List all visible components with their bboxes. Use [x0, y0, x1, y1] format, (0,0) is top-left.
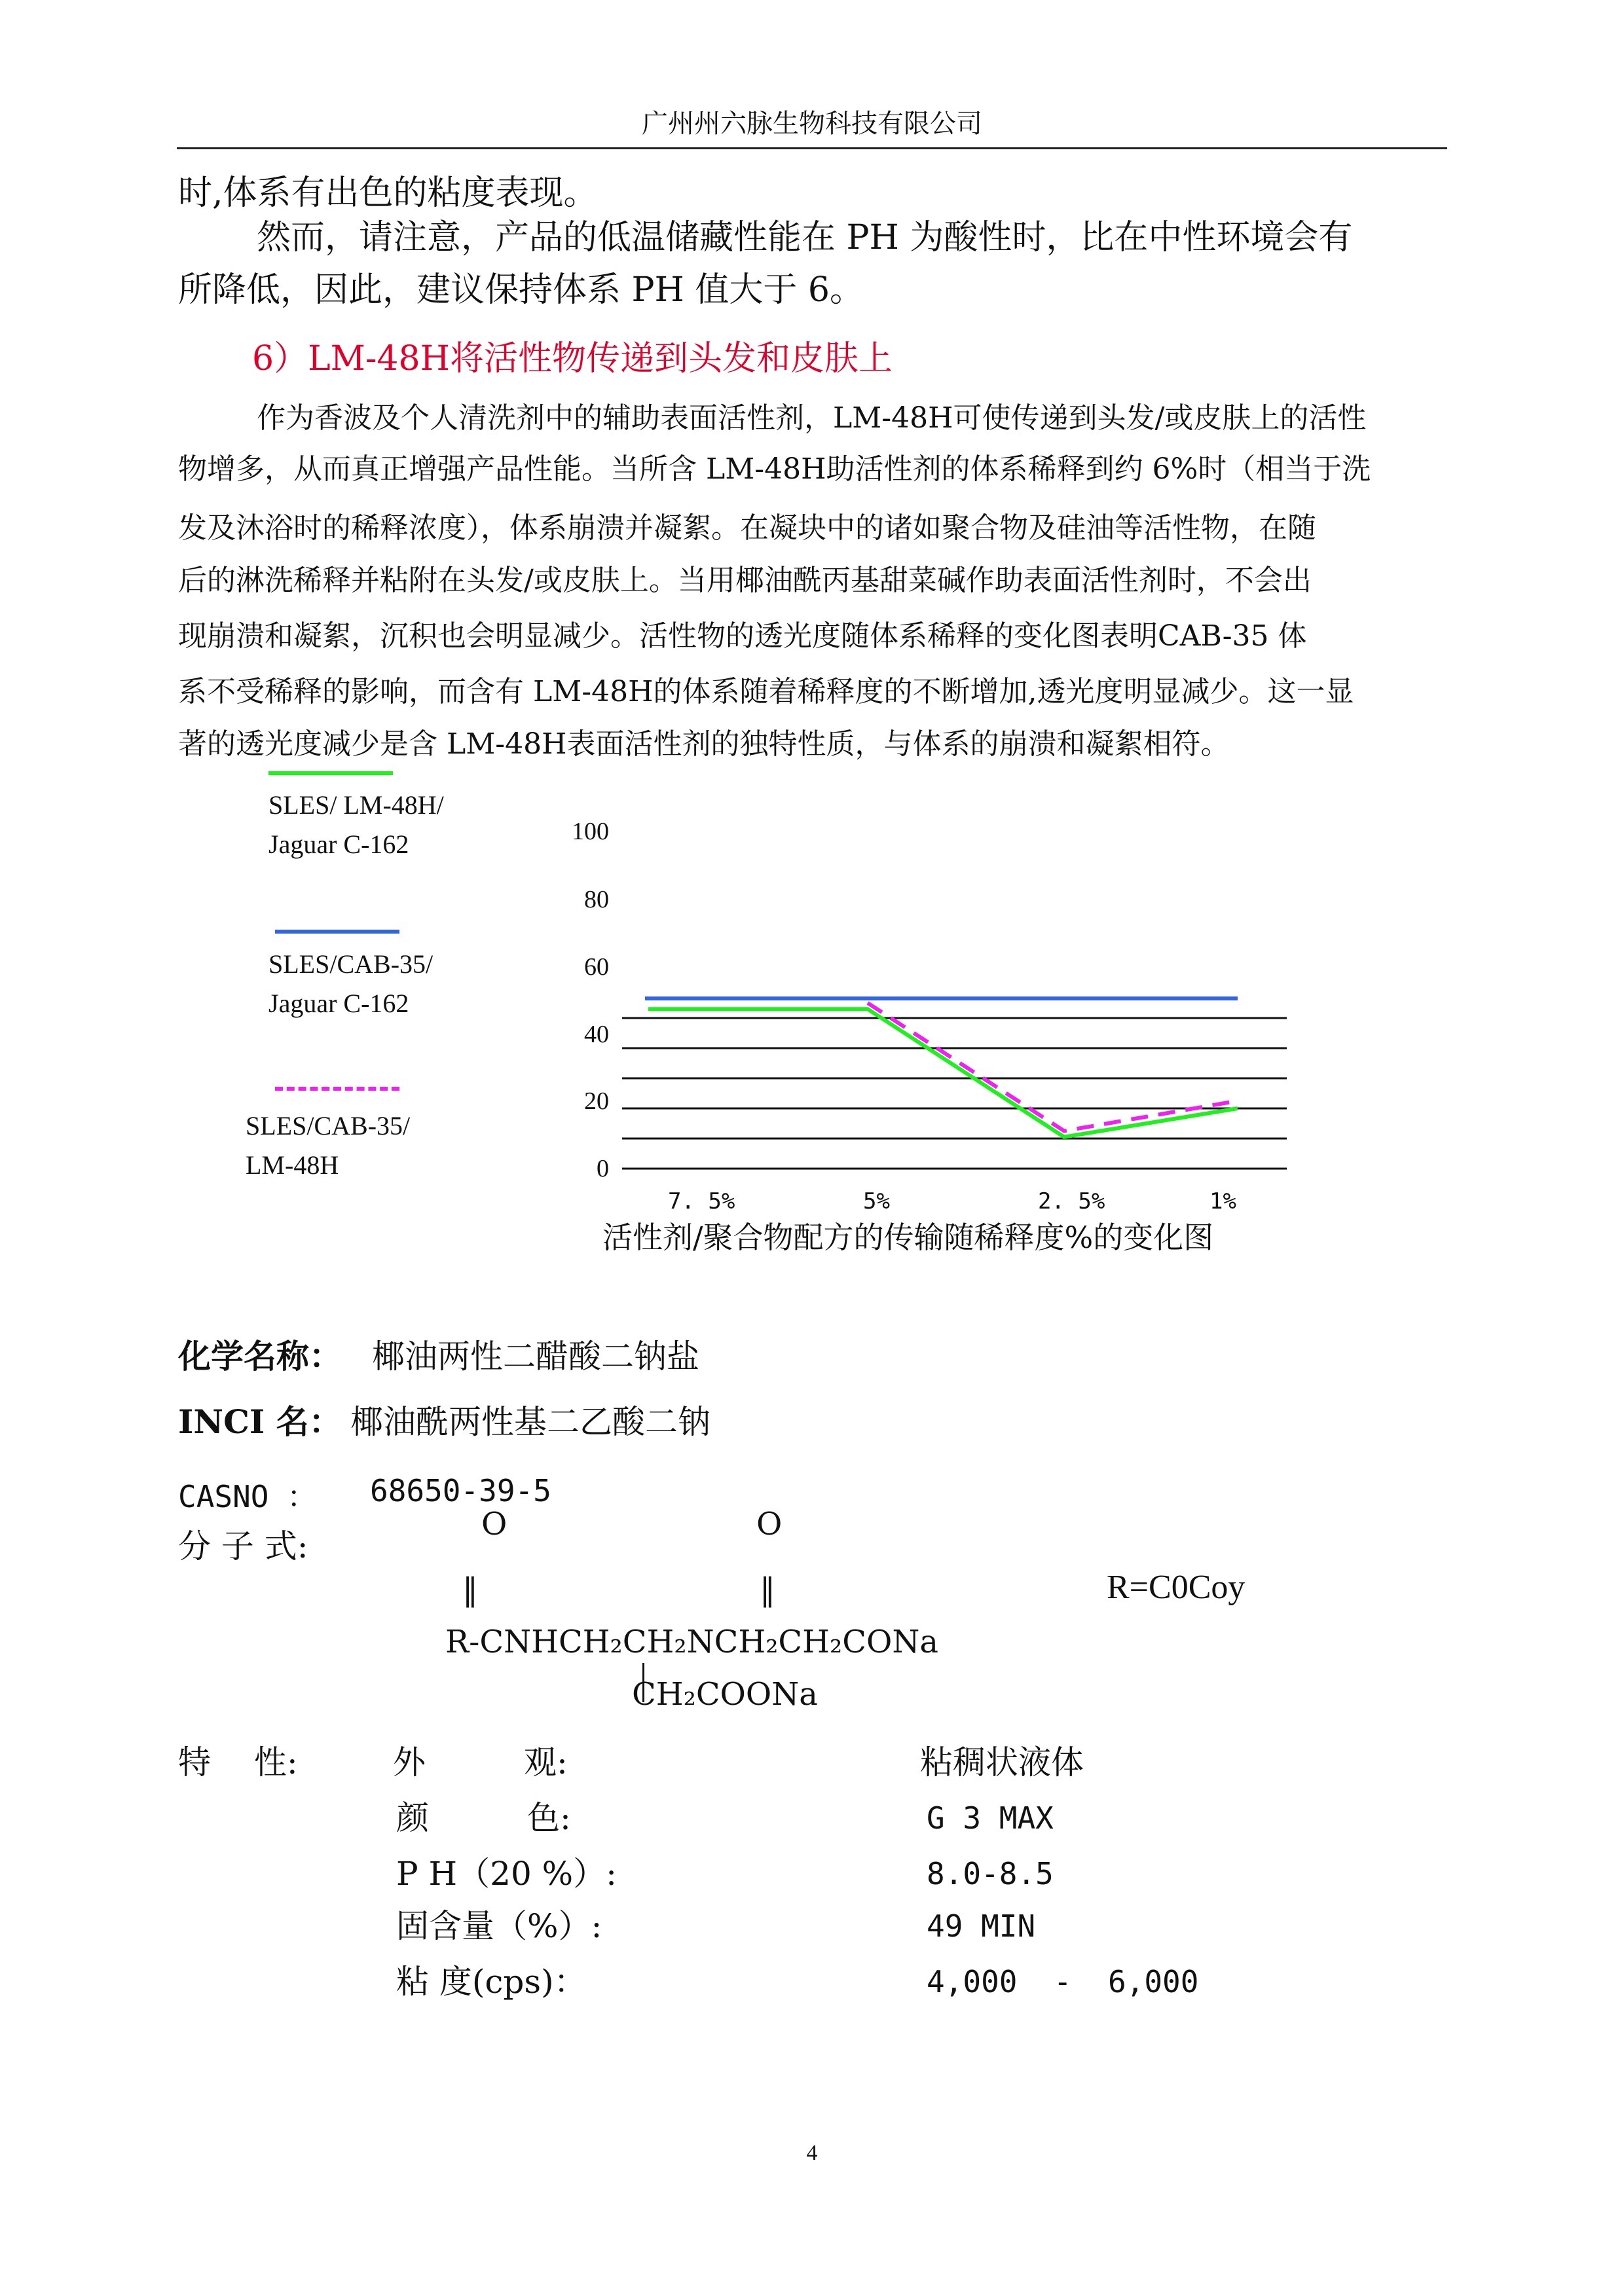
- formula-oxygen-1: O: [481, 1506, 507, 1542]
- formula-main-chain: R-CNHCH₂CH₂NCH₂CH₂CONa: [445, 1624, 938, 1660]
- legend-label-1b: Jaguar C-162: [268, 829, 409, 859]
- chem-name-value: 椰油两性二醋酸二钠盐: [372, 1338, 699, 1376]
- legend-label-2b: Jaguar C-162: [268, 989, 409, 1018]
- formula-label: 分 子 式:: [178, 1527, 308, 1565]
- casno-label: CASNO ：: [178, 1479, 318, 1514]
- prop-value: G 3 MAX: [927, 1800, 1054, 1836]
- chart-title: 活性剂/聚合物配方的传输随稀释度%的变化图: [602, 1220, 1214, 1255]
- y-tick-label: 0: [597, 1155, 609, 1182]
- series-line-3: [868, 1003, 1238, 1131]
- section-heading: 6）LM-48H将活性物传递到头发和皮肤上: [252, 339, 893, 378]
- para2-line: 系不受稀释的影响，而含有 LM-48H的体系随着稀释度的不断增加,透光度明显减少。这一显: [178, 675, 1354, 708]
- casno-value: 68650-39-5: [370, 1473, 551, 1508]
- series-line-1: [648, 1009, 1238, 1137]
- prop-value: 4,000 - 6,000: [927, 1964, 1199, 1999]
- properties-label: 特 性:: [178, 1743, 298, 1781]
- y-tick-label: 80: [584, 886, 609, 913]
- para1-line2: 然而，请注意，产品的低温储藏性能在 PH 为酸性时，比在中性环境会有: [257, 218, 1353, 257]
- x-tick-label: 7. 5%: [668, 1188, 735, 1214]
- para1-line1: 时,体系有出色的粘度表现。: [178, 173, 598, 213]
- chem-name-label: 化学名称：: [178, 1337, 342, 1376]
- prop-name: 外 观:: [393, 1743, 568, 1781]
- formula-double-bond-1: ‖: [462, 1571, 478, 1608]
- prop-value: 49 MIN: [927, 1908, 1036, 1944]
- para1-line3: 所降低，因此，建议保持体系 PH 值大于 6。: [178, 270, 864, 310]
- y-tick-label: 100: [572, 818, 609, 845]
- para2-line: 发及沐浴时的稀释浓度），体系崩溃并凝絮。在凝块中的诸如聚合物及硅油等活性物，在随: [178, 511, 1316, 545]
- formula-oxygen-2: O: [756, 1506, 783, 1542]
- formula-double-bond-2: ‖: [760, 1571, 775, 1608]
- prop-value: 粘稠状液体: [920, 1743, 1084, 1781]
- y-tick-label: 20: [584, 1087, 609, 1115]
- company-header: 广州州六脉生物科技有限公司: [642, 109, 982, 139]
- para2-line: 后的淋洗稀释并粘附在头发/或皮肤上。当用椰油酰丙基甜菜碱作助表面活性剂时，不会出: [178, 564, 1312, 597]
- legend-label-1a: SLES/ LM-48H/: [268, 790, 444, 820]
- inci-label: INCI 名：: [178, 1402, 342, 1441]
- x-tick-label: 2. 5%: [1038, 1188, 1105, 1214]
- x-tick-label: 1%: [1209, 1188, 1236, 1214]
- page-number: 4: [806, 2141, 818, 2165]
- prop-name: 粘 度(cps)：: [396, 1963, 587, 2001]
- x-tick-label: 5%: [863, 1188, 890, 1214]
- legend-label-3a: SLES/CAB-35/: [246, 1111, 411, 1140]
- formula-branch: CH₂COONa: [632, 1676, 818, 1713]
- prop-name: P H（20 %）:: [396, 1855, 618, 1893]
- prop-name: 颜 色:: [396, 1799, 571, 1837]
- legend-label-3b: LM-48H: [246, 1150, 339, 1180]
- y-tick-label: 60: [584, 953, 609, 981]
- legend-label-2a: SLES/CAB-35/: [268, 949, 434, 979]
- prop-name: 固含量（%）:: [396, 1907, 602, 1945]
- para2-line: 著的透光度减少是含 LM-48H表面活性剂的独特性质，与体系的崩溃和凝絮相符。: [178, 727, 1230, 761]
- para2-line: 物增多，从而真正增强产品性能。当所含 LM-48H助活性剂的体系稀释到约 6%时（相当于洗: [178, 452, 1371, 486]
- prop-value: 8.0-8.5: [927, 1856, 1054, 1891]
- inci-value: 椰油酰两性基二乙酸二钠: [350, 1403, 710, 1441]
- para2-line: 现崩溃和凝絮，沉积也会明显减少。活性物的透光度随体系稀释的变化图表明CAB-35 体: [178, 619, 1307, 653]
- y-tick-label: 40: [584, 1021, 609, 1048]
- formula-r-definition: R=C0Coy: [1107, 1569, 1246, 1606]
- para2-line: 作为香波及个人清洗剂中的辅助表面活性剂，LM-48H可使传递到头发/或皮肤上的活性: [257, 401, 1367, 435]
